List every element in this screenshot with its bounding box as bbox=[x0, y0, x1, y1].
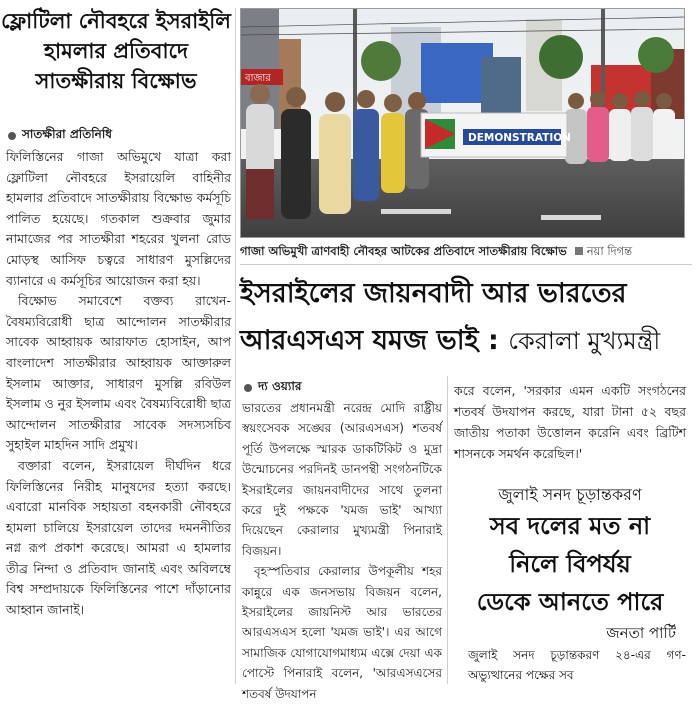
side-headline-line: নিলে বিপর্যয় bbox=[509, 550, 631, 578]
side-headline-line: ডেকে আনতে পারে bbox=[476, 588, 664, 616]
main-headline bbox=[240, 270, 692, 365]
main-paragraph: করে বলেন, 'সরকার এমন একটি সংগঠনের শতবর্ষ উদযাপন করছে, যারা টানা ৫২ বছর জাতীয় পতাকা উত্তোলন করেনি এবং ব্রিটিশ শাসনকে সমর্থন করেছিল।' bbox=[454, 383, 686, 461]
main-article-col2 bbox=[454, 380, 686, 464]
left-byline-text: সাতক্ষীরা প্রতিনিধি bbox=[22, 127, 112, 141]
main-headline-line1: ইসরাইলের জায়নবাদী আর ভারতের bbox=[240, 278, 627, 309]
left-article-body bbox=[6, 147, 231, 621]
shop-sign-text: বাজার bbox=[245, 73, 271, 84]
main-headline-line2: আরএসএস যমজ ভাই : bbox=[240, 325, 499, 356]
left-byline bbox=[8, 126, 112, 146]
side-party: জনতা পার্টি bbox=[606, 624, 676, 642]
main-headline-suffix: কেরালা মুখ্যমন্ত্রী bbox=[508, 327, 661, 355]
protest-photo-illustration bbox=[241, 9, 684, 237]
main-article-col1 bbox=[242, 398, 442, 704]
left-paragraph: বক্তারা বলেন, ইসরায়েল দীর্ঘদিন ধরে ফিলিস্তিনের নিরীহ মানুষদের হত্যা করছে। এবারো মানবিক সহায়তা বহনকারী নৌবহরে হামলা চালিয়ে ইসরায়েল তাদের দমননীতির নগ্ন রূপ প্রকাশ করেছে। আমরা এ হামলার তীব্র নিন্দা ও প্রতিবাদ জানাই এবং অবিলম্বে বিশ্ব সম্প্রদায়কে ফিলিস্তিনের পাশে দাঁড়ানোর আহ্বান জানাই। bbox=[6, 457, 231, 618]
side-headline-line: সব দলের মত না bbox=[489, 512, 651, 540]
column-divider bbox=[447, 376, 448, 684]
left-paragraph: ফিলিস্তিনের গাজা অভিমুখে যাত্রা করা ফ্লোটিলা নৌবহরে ইসরায়েলি বাহিনীর হামলার প্রতিবাদে সাতক্ষীরায় বিক্ষোভ কর্মসূচি পালিত হয়েছে। গতকাল শুক্রবার জুমার নামাজের পর সাতক্ষীরা শহরের খুলনা রোড মোড়স্থ আসিফ চত্বরে সাধারণ মুসল্লিদের ব্যানারে এ কর্মসূচির আয়োজন করা হয়। bbox=[6, 149, 231, 288]
column-divider bbox=[235, 8, 236, 684]
caption-credit: নয়া দিগন্ত bbox=[586, 244, 633, 258]
side-kicker: জুলাই সনদ চূড়ান্তকরণ bbox=[498, 485, 642, 504]
photo-caption bbox=[240, 243, 683, 262]
square-icon bbox=[575, 247, 583, 255]
bullet-icon bbox=[244, 384, 252, 392]
caption-text: গাজা অভিমুখী ত্রাণবাহী নৌবহর আটকের প্রতিবাদে সাতক্ষীরায় বিক্ষোভ bbox=[240, 244, 567, 258]
main-paragraph: ভারতের প্রধানমন্ত্রী নরেন্দ্র মোদি রাষ্ট্রীয় স্বয়ংসেবক সঙ্ঘের (আরএসএস) শতবর্ষ পূর্তি উপলক্ষে স্মারক ডাকটিকিট ও মুদ্রা উন্মোচনের পরদিনই ডানপন্থী সংগঠনটিকে ইসরাইলের জায়নবাদীদের সাথে তুলনা করে দুই পক্ষকে 'যমজ ভাই' আখ্যা দিয়েছেন কেরালার মুখ্যমন্ত্রী পিনারাই বিজয়ন। bbox=[242, 401, 442, 558]
main-byline-text: দ্য ওয়্যার bbox=[258, 379, 302, 393]
bullet-icon bbox=[8, 132, 16, 140]
banner-text: DEMONSTRATION bbox=[468, 132, 571, 144]
side-story bbox=[450, 483, 690, 685]
main-byline bbox=[244, 378, 301, 398]
news-photo bbox=[240, 8, 685, 238]
left-headline: ফ্লোটিলা নৌবহরে ইসরাইলি হামলার প্রতিবাদে সাতক্ষীরায় বিক্ষোভ bbox=[1, 9, 231, 93]
main-paragraph: বৃহস্পতিবার কেরালার উপকূলীয় শহর কান্নুরে এক জনসভায় বিজয়ন বলেন, ইসরাইলের জায়নিস্ট আর ভারতের আরএসএস হলো 'যমজ ভাই'। এর আগে সামাজিক যোগাযোগমাধ্যম এক্সে দেয়া এক পোস্টে পিনারাই বলেন, 'আরএসএসের শতবর্ষ উদযাপন bbox=[242, 564, 442, 701]
side-text: জুলাই সনদ চূড়ান্তকরণ ২৪-এর গণ-অভ্যুত্থানের পক্ষের সব bbox=[468, 648, 686, 682]
divider bbox=[240, 264, 692, 265]
left-paragraph: বিক্ষোভ সমাবেশে বক্তব্য রাখেন- বৈষম্যবিরোধী ছাত্র আন্দোলন সাতক্ষীরার সাবেক আহ্বায়ক আরাফাত হোসাইন, আপ বাংলাদেশ সাতক্ষীরার আহ্বায়ক আক্তারুল ইসলাম আক্তার, সাধারণ মুসল্লি রবিউল ইসলাম ও নুর ইসলাম এবং বৈষম্যবিরোধী ছাত্র আন্দোলন সাতক্ষীরার সাবেক সদস্যসচিব সুহাইল মাহদিন সাদি প্রমুখ। bbox=[6, 293, 231, 453]
